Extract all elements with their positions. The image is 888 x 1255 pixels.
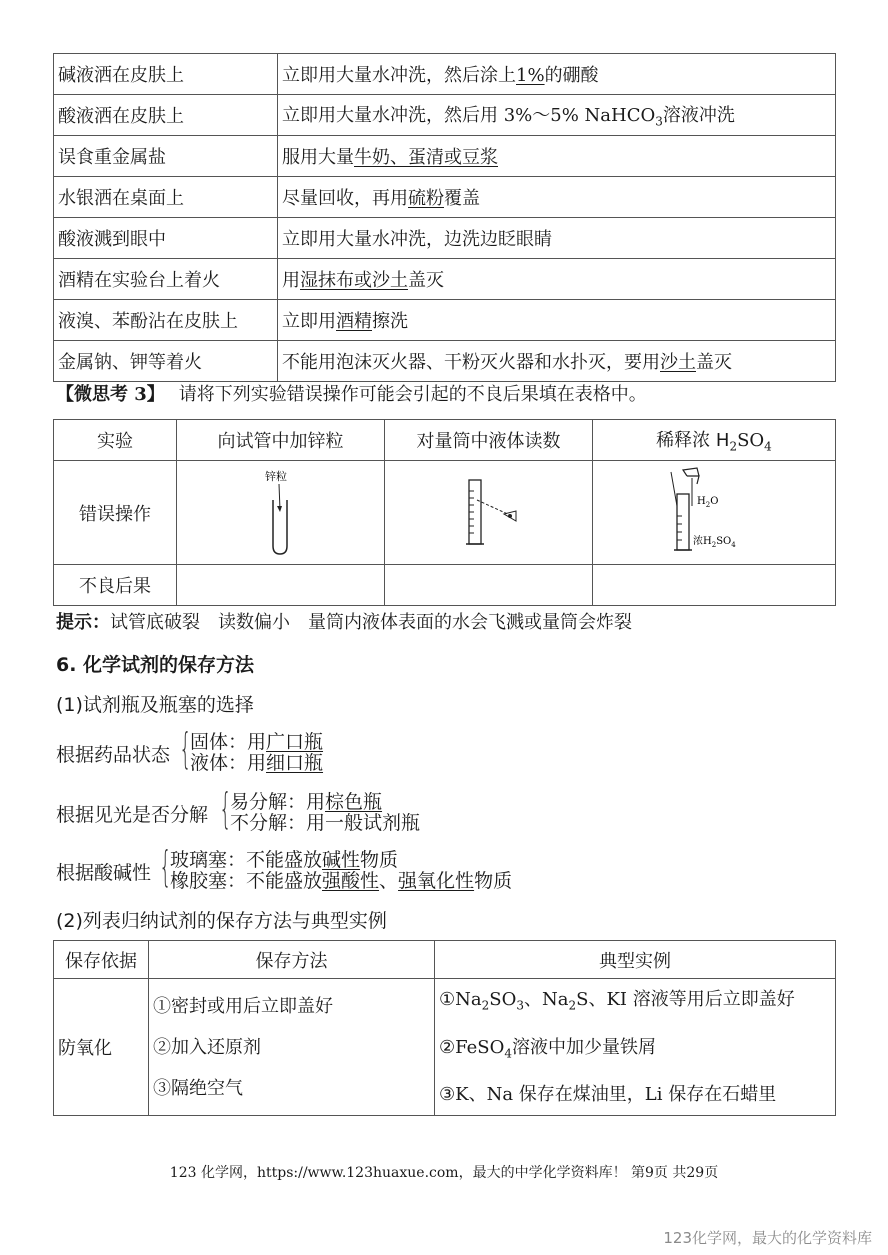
dilution-figure: [659, 466, 769, 560]
section-title: 6. 化学试剂的保存方法: [56, 654, 255, 676]
table-row: [54, 177, 836, 218]
group-label: 根据见光是否分解: [56, 804, 209, 826]
brace-icon: {: [179, 724, 192, 773]
figure-cell: [385, 461, 593, 565]
action-cell: 立即用酒精擦洗: [278, 300, 836, 341]
table-row: [54, 259, 836, 300]
situation-cell: 水银洒在桌面上: [54, 177, 278, 218]
header-cell: 实验: [54, 420, 177, 461]
storage-light-group: [56, 784, 476, 836]
safety-table: [53, 53, 836, 382]
table-row: [54, 136, 836, 177]
hint: [56, 608, 632, 634]
basis-cell: 防氧化: [54, 979, 149, 1116]
row-label-cell: 错误操作: [54, 461, 177, 565]
table-row: [54, 565, 836, 606]
table-row: [54, 300, 836, 341]
situation-cell: 酸液洒在皮肤上: [54, 95, 278, 136]
option-solid: 固体：用广口瓶: [190, 731, 324, 753]
header-cell: 典型实例: [435, 941, 836, 979]
subsection-title: (2)列表归纳试剂的保存方法与典型实例: [56, 910, 387, 932]
action-cell: 用湿抹布或沙土盖灭: [278, 259, 836, 300]
group-label: 根据药品状态: [56, 744, 171, 766]
think-question: [56, 380, 647, 406]
action-cell: 不能用泡沫灭火器、干粉灭火器和水扑灭，要用沙土盖灭: [278, 341, 836, 382]
row-label-cell: 不良后果: [54, 565, 177, 606]
option-liquid: 液体：用细口瓶: [190, 752, 324, 774]
option-stable: 不分解：用一般试剂瓶: [230, 812, 421, 834]
table-row: [54, 979, 836, 1116]
think-label: 【微思考 3】: [56, 384, 165, 405]
situation-cell: 酒精在实验台上着火: [54, 259, 278, 300]
zinc-label: 锌粒: [264, 469, 287, 483]
table-row: [54, 461, 836, 565]
examples-cell: $①Na_2SO_3$、$Na_2S$、KI 溶液等用后立即盖好 ②FeSO$_4$溶液中加少量铁屑 ③K、Na 保存在煤油里，Li 保存在石蜡里: [435, 979, 836, 1116]
action-cell: 尽量回收，再用硫粉覆盖: [278, 177, 836, 218]
option-rubber-stopper: 橡胶塞：不能盛放强酸性、强氧化性物质: [170, 870, 513, 892]
empty-cell: [385, 565, 593, 606]
hint-text: 试管底破裂 读数偏小 量筒内液体表面的水会飞溅或量筒会炸裂: [110, 612, 632, 633]
empty-cell: [593, 565, 836, 606]
think-text: 请将下列实验错误操作可能会引起的不良后果填在表格中。: [178, 384, 647, 405]
table-row: [54, 218, 836, 259]
header-cell: 向试管中加锌粒: [177, 420, 385, 461]
option-decompose: 易分解：用棕色瓶: [230, 791, 383, 813]
action-cell: 立即用大量水冲洗，边洗边眨眼睛: [278, 218, 836, 259]
group-label: 根据酸碱性: [56, 862, 152, 884]
brace-icon: {: [219, 784, 232, 833]
header-cell: 稀释浓 $H_2SO_4$: [593, 420, 836, 461]
subsection-title: (1)试剂瓶及瓶塞的选择: [56, 694, 254, 716]
storage-state-group: [56, 724, 456, 776]
empty-cell: [177, 565, 385, 606]
page-footer: 123 化学网，https://www.123huaxue.com，最大的中学化学资料库！ 第9页 共29页: [169, 1165, 719, 1181]
figure-cell: [177, 461, 385, 565]
option-glass-stopper: 玻璃塞：不能盛放碱性物质: [170, 849, 399, 871]
storage-table: [53, 940, 836, 1116]
header-cell: 保存依据: [54, 941, 149, 979]
table-row: [54, 941, 836, 979]
acid-label: 浓$H_2SO_4$: [693, 535, 736, 549]
test-tube-zinc-figure: [251, 466, 311, 560]
situation-cell: 碱液洒在皮肤上: [54, 54, 278, 95]
situation-cell: 误食重金属盐: [54, 136, 278, 177]
situation-cell: 酸液溅到眼中: [54, 218, 278, 259]
situation-cell: 金属钠、钾等着火: [54, 341, 278, 382]
situation-cell: 液溴、苯酚沾在皮肤上: [54, 300, 278, 341]
hint-label: 提示：: [56, 612, 110, 633]
table-row: [54, 95, 836, 136]
action-cell: 立即用大量水冲洗，然后用 3%～5% NaHCO$_3$溶液冲洗: [278, 95, 836, 136]
action-cell: 立即用大量水冲洗，然后涂上1%的硼酸: [278, 54, 836, 95]
table-row: [54, 54, 836, 95]
watermark: 123化学网，最大的化学资料库: [663, 1229, 872, 1247]
header-cell: 保存方法: [149, 941, 435, 979]
water-label: $H_2O$: [697, 495, 719, 509]
figure-cell: [593, 461, 836, 565]
graduated-cylinder-figure: [444, 466, 534, 560]
experiment-table: [53, 419, 836, 606]
table-row: [54, 341, 836, 382]
action-cell: 服用大量牛奶、蛋清或豆浆: [278, 136, 836, 177]
header-cell: 对量筒中液体读数: [385, 420, 593, 461]
storage-acidity-group: [56, 842, 576, 894]
brace-icon: {: [159, 842, 172, 891]
methods-cell: ①密封或用后立即盖好 ②加入还原剂 ③隔绝空气: [149, 979, 435, 1116]
table-row: [54, 420, 836, 461]
